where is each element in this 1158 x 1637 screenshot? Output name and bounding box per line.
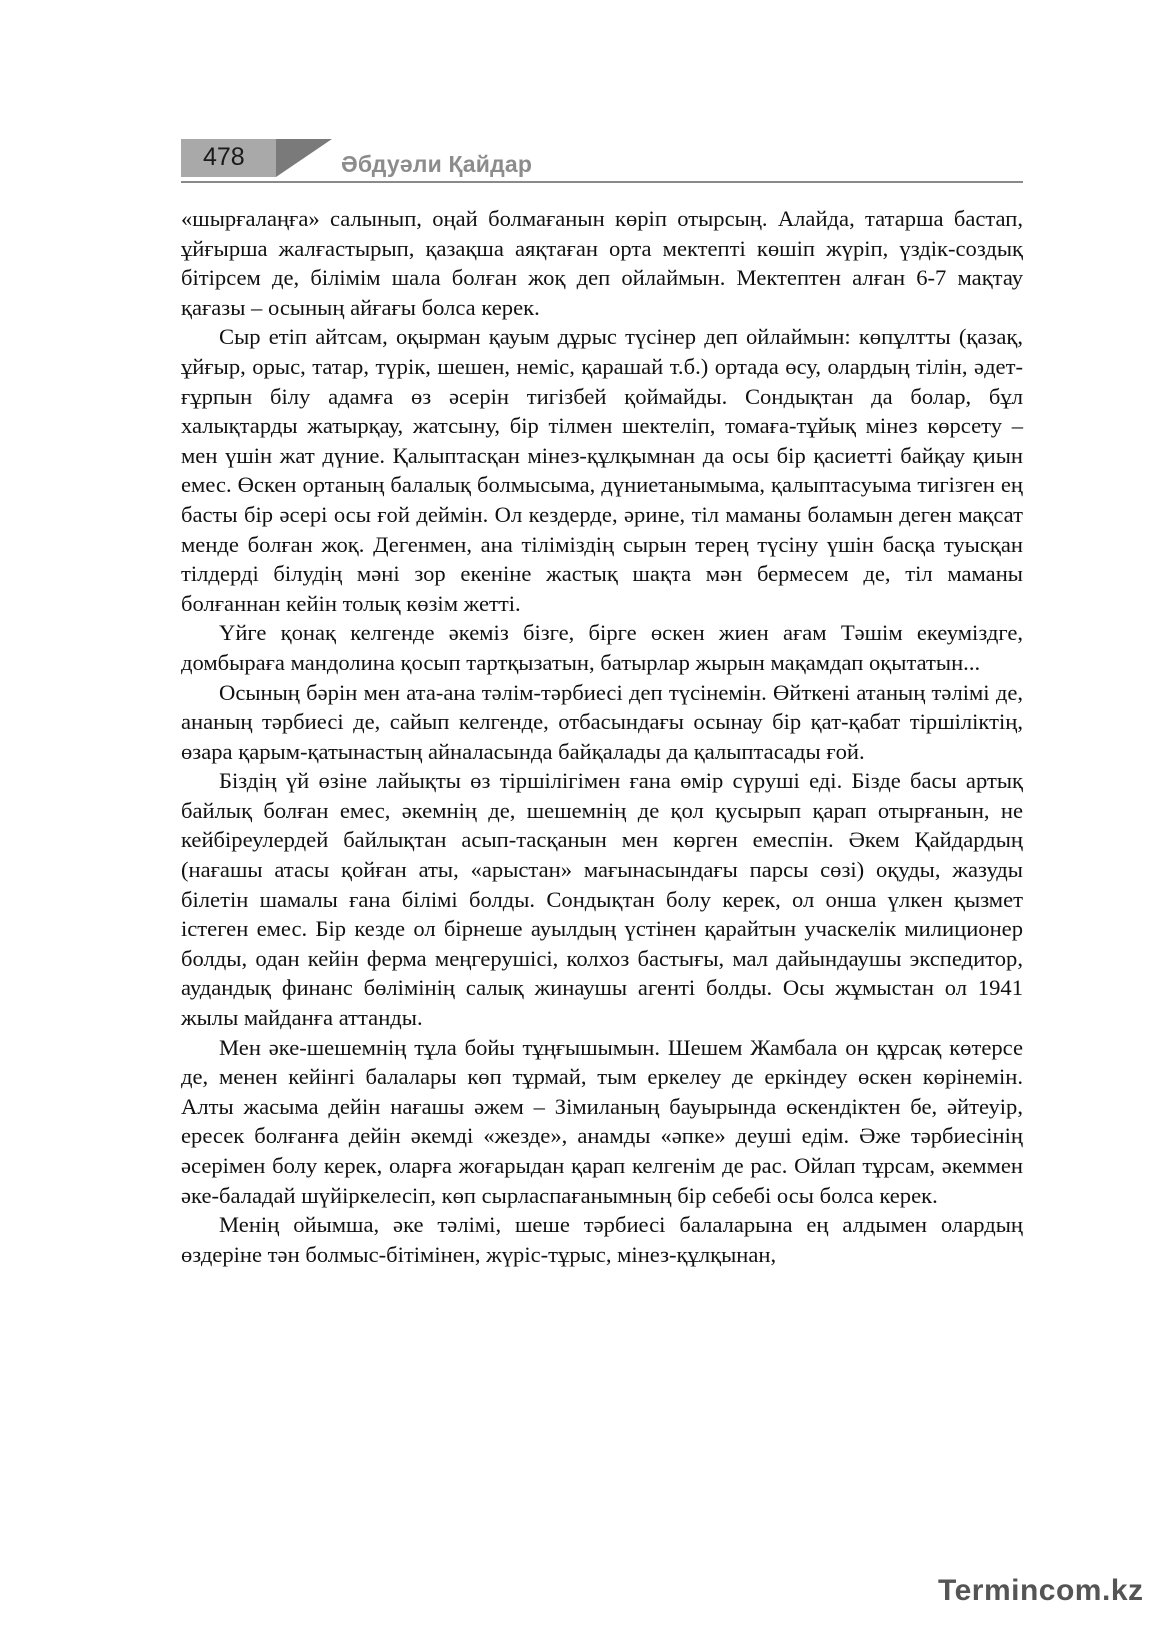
header-triangle-decoration <box>276 139 332 177</box>
running-header <box>181 139 1023 185</box>
paragraph: «шырғалаңға» салынып, оңай болмағанын көріп отырсың. Алайда, татарша бастап, ұйғырша жалғастырып, қазақша аяқтаған орта мектепті көшіп жүріп, үздік-создық бітірсем де, білімім шала болған жоқ деп ойлаймын. Мектептен алған 6-7 мақтау қағазы – осының айғағы болса керек. <box>181 206 1023 320</box>
paragraph: Менің ойымша, әке тәлімі, шеше тәрбиесі балаларына ең алдымен олардың өздеріне тән болмыс-бітімінен, жүріс-тұрыс, мінез-құлқынан, <box>181 1212 1023 1267</box>
page-number: 478 <box>203 143 245 171</box>
paragraph: Сыр етіп айтсам, оқырман қауым дұрыс түсінер деп ойлаймын: көпұлтты (қазақ, ұйғыр, орыс, татар, түрік, шешен, неміс, қарашай т.б.) ортада өсу, олардың тілін, әдет-ғұрпын білу адамға өз әсерін тигізбей қоймайды. Сондықтан да болар, бұл халықтарды жатырқау, жатсыну, бір тілмен шектеліп, томаға-тұйық мінез көрсету – мен үшін жат дүние. Қалыптасқан мінез-құлқымнан да осы бір қасиетті байқау қиын емес. Өскен ортаның балалық болмысыма, дүниетанымыма, қалыптасуыма тигізген ең басты бір әсері осы ғой деймін. Ол кездерде, әрине, тіл маманы боламын деген мақсат менде болған жоқ. Дегенмен, ана тіліміздің сырын терең түсіну үшін басқа туысқан тілдерді білудің мәні зор екеніне жастық шақта мән бермесем де, тіл маманы болғаннан кейін толық көзім жетті. <box>181 324 1023 616</box>
paragraph: Үйге қонақ келгенде әкеміз бізге, бірге өскен жиен ағам Тәшім екеуміздге, домбыраға мандолина қосып тартқызатын, батырлар жырын мақамдап оқытатын... <box>181 620 1023 675</box>
watermark-logo: Termincom.kz <box>938 1574 1144 1607</box>
page-number-box <box>181 139 276 177</box>
paragraph: Біздің үй өзіне лайықты өз тіршілігімен ғана өмір сүруші еді. Бізде басы артық байлық болған емес, әкемнің де, шешемнің де қол қусырып қарап отырғанын, не кейбіреулердей байлықтан асып-тасқанын мен көрген емеспін. Әкем Қайдардың (нағашы атасы қойған аты, «арыстан» мағынасындағы парсы сөзі) оқуды, жазуды білетін шамалы ғана білімі болды. Сондықтан болу керек, ол онша үлкен қызмет істеген емес. Бір кезде ол бірнеше ауылдың үстінен қарайтын учаскелік милиционер болды, одан кейін ферма меңгерушісі, колхоз бастығы, мал дайындаушы экспедитор, аудандық финанс бөлімінің салық жинаушы агенті болды. Осы жұмыстан ол 1941 жылы майданға аттанды. <box>181 768 1023 1031</box>
paragraph: Осының бәрін мен ата-ана тәлім-тәрбиесі деп түсінемін. Өйткені атаның тәлімі де, ананың тәрбиесі де, сайып келгенде, отбасындағы осынау бір қат-қабат тіршіліктің, өзара қарым-қатынастың айналасында байқалады да қалыптасады ғой. <box>181 679 1023 764</box>
paragraph: Мен әке-шешемнің тұла бойы тұңғышымын. Шешем Жамбала он құрсақ көтерсе де, менен кейінгі балалары көп тұрмай, тым еркелеу де еркіндеу өскен көрінемін. Алты жасыма дейін нағашы әжем – Зімиланың бауырында өскендіктен бе, әйтеуір, ересек болғанға дейін әкемді «жезде», анамды «әпке» деуші едім. Әже тәрбиесінің әсерімен болу керек, оларға жоғарыдан қарап келгенім де рас. Ойлап тұрсам, әкеммен әке-баладай шүйіркелесіп, көп сырласпағанымның бір себебі осы болса керек. <box>181 1034 1023 1208</box>
author-name: Әбдуәли Қайдар <box>341 151 533 177</box>
body-text <box>181 204 1023 1269</box>
header-rule <box>181 181 1023 183</box>
